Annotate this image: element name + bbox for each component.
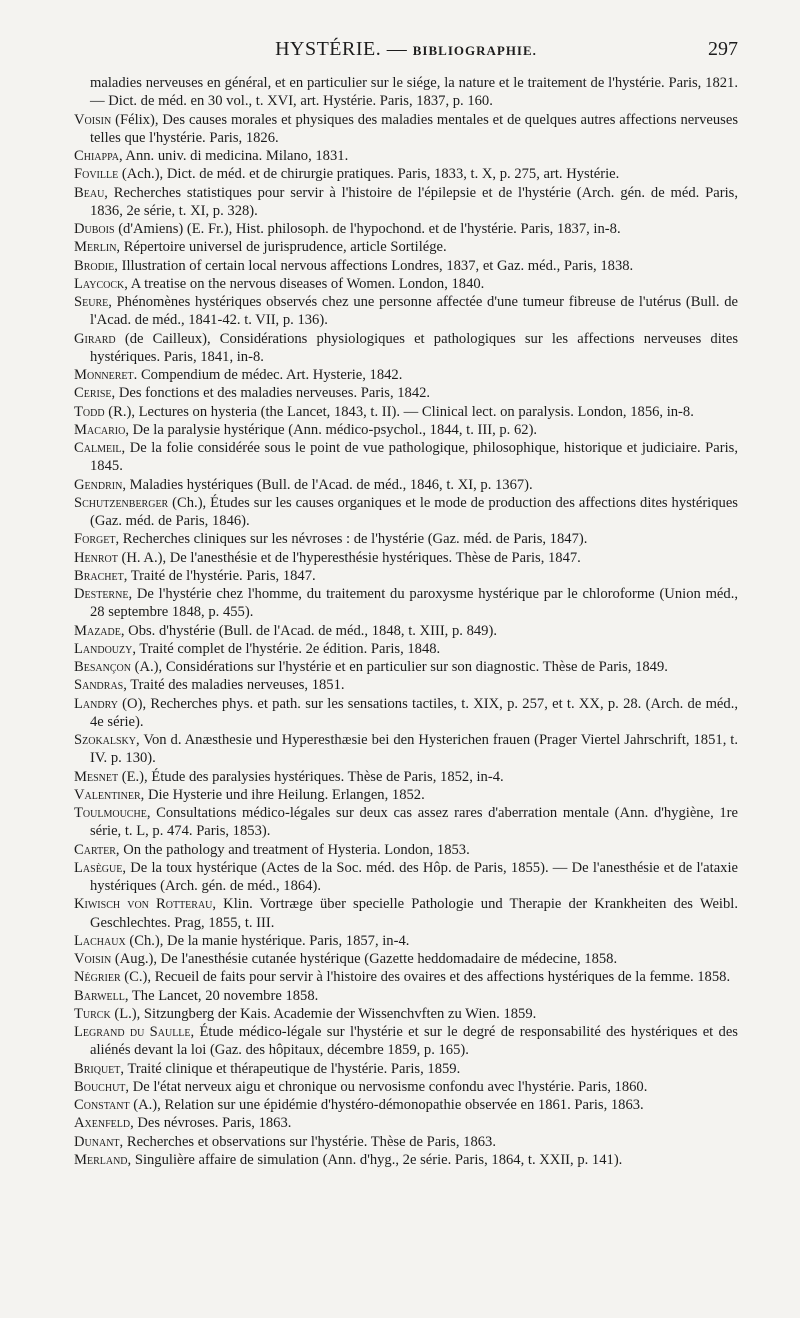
bibliography-entry [74, 257, 738, 275]
entry-text: . Compendium de médec. Art. Hysterie, 1842. [133, 367, 403, 383]
entry-author: Cerise [74, 385, 112, 402]
bibliography-entry [74, 1023, 738, 1060]
entry-text: (Ch.), Études sur les causes organiques et le mode de production des affections dites hystériques (Gaz. méd. de Paris, 1846). [90, 494, 738, 529]
bibliography-entry [74, 1133, 738, 1151]
entry-text: , Obs. d'hystérie (Bull. de l'Acad. de méd., 1848, t. XIII, p. 849). [120, 622, 497, 639]
entry-author: Lasègue [74, 859, 123, 876]
entry-text: , De la paralysie hystérique (Ann. médico-psychol., 1844, t. III, p. 62). [125, 421, 538, 438]
entry-author: Beau [74, 184, 105, 201]
bibliography-entry [74, 403, 738, 421]
entry-author: Mesnet [74, 768, 119, 785]
bibliography-entry [74, 768, 738, 786]
bibliography-entry [74, 658, 738, 676]
bibliography-entry [74, 384, 738, 402]
bibliography-entry [74, 950, 738, 968]
entry-text: , Ann. univ. di medicina. Milano, 1831. [118, 148, 349, 164]
entry-text: , Singulière affaire de simulation (Ann. d'hyg., 2e série. Paris, 1864, t. XXII, p. 141). [127, 1151, 623, 1168]
entry-author: Chiappa [74, 148, 119, 164]
entry-author: Gendrin [74, 476, 123, 493]
entry-author: Foville [74, 166, 119, 183]
entry-text: (A.), Relation sur une épidémie d'hystéro-démonopathie observée en 1861. Paris, 1863. [129, 1097, 644, 1113]
entry-text: , Illustration of certain local nervous affections Londres, 1837, et Gaz. méd., Paris, 1838. [114, 257, 634, 274]
bibliography-entry [74, 421, 738, 439]
bibliography-entry [74, 549, 738, 567]
bibliography-entry [74, 895, 738, 932]
entry-author: Brachet [74, 567, 124, 584]
bibliography-entry [74, 476, 738, 494]
entry-author: Macario [74, 421, 126, 438]
entry-text: , Recherches cliniques sur les névroses : de l'hystérie (Gaz. méd. de Paris, 1847). [115, 531, 588, 548]
bibliography-entry [74, 1060, 738, 1078]
entry-author: Desterne [74, 586, 129, 602]
entry-author: Négrier [74, 969, 121, 986]
bibliography-entry [74, 567, 738, 585]
entry-text: , Recherches et observations sur l'hystérie. Thèse de Paris, 1863. [119, 1133, 496, 1150]
continued-entry-text: maladies nerveuses en général, et en particulier sur le siége, la nature et le traitement de l'hystérie. Paris, 1821. — Dict. de méd. en 30 vol., t. XVI, art. Hystérie. Paris, 1837, p. 160. [90, 75, 738, 110]
bibliography-entry [74, 165, 738, 183]
bibliography-entry [74, 987, 738, 1005]
entry-author: Monneret [74, 367, 134, 383]
entry-text: (R.), Lectures on hysteria (the Lancet, 1843, t. II). — Clinical lect. on paralysis. London, 1856, in-8. [104, 403, 694, 420]
entry-text: , De l'hystérie chez l'homme, du traitement du paroxysme hystérique par le chloroforme (Union méd., 28 septembre 1848, p. 455). [90, 586, 738, 621]
entry-text: (Aug.), De l'anesthésie cutanée hystérique (Gazette heddomadaire de médecine, 1858. [111, 951, 618, 967]
entry-author: Carter [74, 841, 116, 858]
entry-author: Toulmouche [74, 805, 147, 821]
running-title-sub: BIBLIOGRAPHIE. [412, 43, 537, 58]
bibliography-entry [74, 147, 738, 165]
bibliography-entry [74, 968, 738, 986]
entry-author: Lachaux [74, 932, 126, 949]
entry-text: (E.), Étude des paralysies hystériques. Thèse de Paris, 1852, in-4. [118, 768, 504, 785]
entry-text: (Félix), Des causes morales et physiques des maladies mentales et de quelques autres affections nerveuses telles que l'hystérie. Paris, 1826. [90, 111, 738, 146]
entry-text: , Die Hysterie und ihre Heilung. Erlangen, 1852. [140, 786, 425, 803]
bibliography-entry [74, 530, 738, 548]
entry-author: Todd [74, 403, 105, 420]
entry-author: Calmeil [74, 440, 122, 456]
bibliography-entry [74, 1096, 738, 1114]
entry-text: (L.), Sitzungberg der Kais. Academie der Wissenchvften zu Wien. 1859. [110, 1005, 537, 1022]
entry-author: Sandras [74, 677, 124, 694]
running-header [74, 38, 738, 68]
bibliography-entry [74, 1151, 738, 1169]
entry-author: Mazade [74, 622, 121, 639]
bibliography-entry [74, 676, 738, 694]
entry-text: , Des fonctions et des maladies nerveuses. Paris, 1842. [111, 385, 431, 402]
bibliography-entry [74, 293, 738, 330]
entry-text: , Traité complet de l'hystérie. 2e édition. Paris, 1848. [132, 640, 441, 657]
entry-text: , Phénomènes hystériques observés chez une personne affectée d'une tumeur fibreuse de l'utérus (Bull. de l'Acad. de méd., 1841-42. t. VII, p. 136). [90, 294, 738, 329]
bibliography-entry [74, 1078, 738, 1096]
entry-text: (C.), Recueil de faits pour servir à l'histoire des ovaires et des affections hystériques de la femme. 1858. [120, 969, 731, 986]
bibliography-entry [74, 1114, 738, 1132]
entry-author: Valentiner [74, 786, 141, 803]
entry-text: , De la toux hystérique (Actes de la Soc. méd. des Hôp. de Paris, 1855). — De l'anesthésie et de l'ataxie hystériques (Arch. gén. de méd., 1864). [90, 859, 738, 894]
entry-text: (Ch.), De la manie hystérique. Paris, 1857, in-4. [125, 932, 410, 949]
entry-text: , Répertoire universel de jurisprudence, article Sortilége. [116, 239, 447, 256]
bibliography-entry [74, 184, 738, 221]
entry-text: , Des névroses. Paris, 1863. [130, 1115, 292, 1132]
entry-text: , Traité des maladies nerveuses, 1851. [123, 677, 345, 694]
bibliography-entry [74, 275, 738, 293]
entry-author: Bouchut [74, 1078, 126, 1095]
entry-text: , De la folie considérée sous le point de vue pathologique, philosophique, historique et judiciaire. Paris, 1845. [90, 440, 738, 475]
bibliography-entry [74, 220, 738, 238]
entry-author: Forget [74, 531, 116, 548]
bibliography-entry [74, 585, 738, 622]
entry-text: , Étude médico-légale sur l'hystérie et sur le degré de responsabilité des hystériques et des aliénés devant la loi (Gaz. des hôpitaux, décembre 1859, p. 165). [90, 1024, 738, 1059]
entry-text: , Maladies hystériques (Bull. de l'Acad. de méd., 1846, t. XI, p. 1367). [122, 476, 533, 493]
entry-text: (Ach.), Dict. de méd. et de chirurgie pratiques. Paris, 1833, t. X, p. 275, art. Hystérie. [118, 166, 620, 183]
entry-text: (A.), Considérations sur l'hystérie et en particulier sur son diagnostic. Thèse de Paris, 1849. [130, 659, 668, 675]
entry-author: Landry [74, 695, 118, 712]
entry-author: Turck [74, 1005, 111, 1022]
entry-text: , On the pathology and treatment of Hysteria. London, 1853. [115, 841, 470, 858]
entry-author: Legrand du Saulle [74, 1024, 191, 1040]
bibliography-entry [74, 841, 738, 859]
entry-author: Voisin [74, 951, 112, 967]
entry-author: Laycock [74, 275, 125, 292]
page-number: 297 [708, 38, 738, 60]
entry-author: Merland [74, 1151, 128, 1168]
bibliography-entry [74, 366, 738, 384]
entry-text: (H. A.), De l'anesthésie et de l'hyperesthésie hystériques. Thèse de Paris, 1847. [117, 549, 581, 566]
entry-author: Kiwisch von Rotterau [74, 896, 213, 913]
bibliography-entry [74, 439, 738, 476]
entry-text: (de Cailleux), Considérations physiologiques et pathologiques sur les affections nerveuses dites hystériques. Paris, 1841, in-8. [90, 330, 738, 365]
entry-author: Dunant [74, 1133, 120, 1150]
entry-text: (O), Recherches phys. et path. sur les sensations tactiles, t. XIX, p. 257, et t. XX, p. 28. (Arch. de méd., 4e série). [90, 695, 738, 730]
bibliography-entry [74, 330, 738, 367]
entry-author: Axenfeld [74, 1115, 131, 1132]
entry-text: , De l'état nerveux aigu et chronique ou nervosisme confondu avec l'hystérie. Paris, 1860. [125, 1078, 648, 1095]
entry-text: , The Lancet, 20 novembre 1858. [124, 987, 319, 1004]
bibliography-entry [74, 238, 738, 256]
entry-author: Girard [74, 330, 116, 347]
entry-author: Dubois [74, 221, 115, 237]
entry-container [74, 111, 738, 1170]
entry-text: , Consultations médico-légales sur deux cas assez rares d'aberration mentale (Ann. d'hygiène, 1re série, t. L, p. 474. Paris, 1853). [90, 805, 738, 840]
bibliography-entry [74, 859, 738, 896]
bibliography-entry [74, 932, 738, 950]
bibliography-entry [74, 622, 738, 640]
entry-author: Brodie [74, 257, 115, 274]
entry-author: Barwell [74, 987, 125, 1004]
bibliography-entry [74, 111, 738, 148]
entry-text: , Traité clinique et thérapeutique de l'hystérie. Paris, 1859. [120, 1060, 461, 1077]
bibliography-entry [74, 786, 738, 804]
entry-text: (d'Amiens) (E. Fr.), Hist. philosoph. de l'hypochond. et de l'hystérie. Paris, 1837, in-8. [114, 221, 621, 237]
entry-author: Briquet [74, 1060, 121, 1077]
entry-author: Seure [74, 294, 109, 310]
entry-author: Landouzy [74, 640, 133, 657]
entry-author: Voisin [74, 111, 112, 128]
entry-text: , Klin. Vortræge über specielle Pathologie und Therapie der Krankheiten des Weibl. Geschlechtes. Prag, 1855, t. III. [90, 896, 738, 931]
bibliography-entry [74, 494, 738, 531]
entry-author: Merlin [74, 239, 117, 256]
entry-author: Schutzenberger [74, 494, 169, 511]
bibliography-entry [74, 731, 738, 768]
entry-text: , Recherches statistiques pour servir à l'histoire de l'épilepsie et de l'hystérie (Arch. gén. de méd. Paris, 1836, 2e série, t. XI, p. 328). [90, 184, 738, 219]
entry-author: Besançon [74, 659, 131, 675]
bibliography-entry [74, 1005, 738, 1023]
bibliography-list [74, 74, 738, 1169]
entry-author: Constant [74, 1097, 130, 1113]
bibliography-entry [74, 804, 738, 841]
bibliography-entry [74, 695, 738, 732]
entry-text: , Traité de l'hystérie. Paris, 1847. [123, 567, 316, 584]
entry-author: Henrot [74, 549, 118, 566]
bibliography-entry [74, 640, 738, 658]
entry-author: Szokalsky [74, 732, 137, 748]
entry-text: , Von d. Anæsthesie und Hyperesthæsie bei den Hysterichen frauen (Prager Viertel Jahrschrift, 1851, t. IV. p. 130). [90, 732, 738, 767]
entry-text: , A treatise on the nervous diseases of Women. London, 1840. [124, 275, 485, 292]
running-title [74, 38, 738, 61]
running-title-main: HYSTÉRIE. — [275, 38, 413, 60]
